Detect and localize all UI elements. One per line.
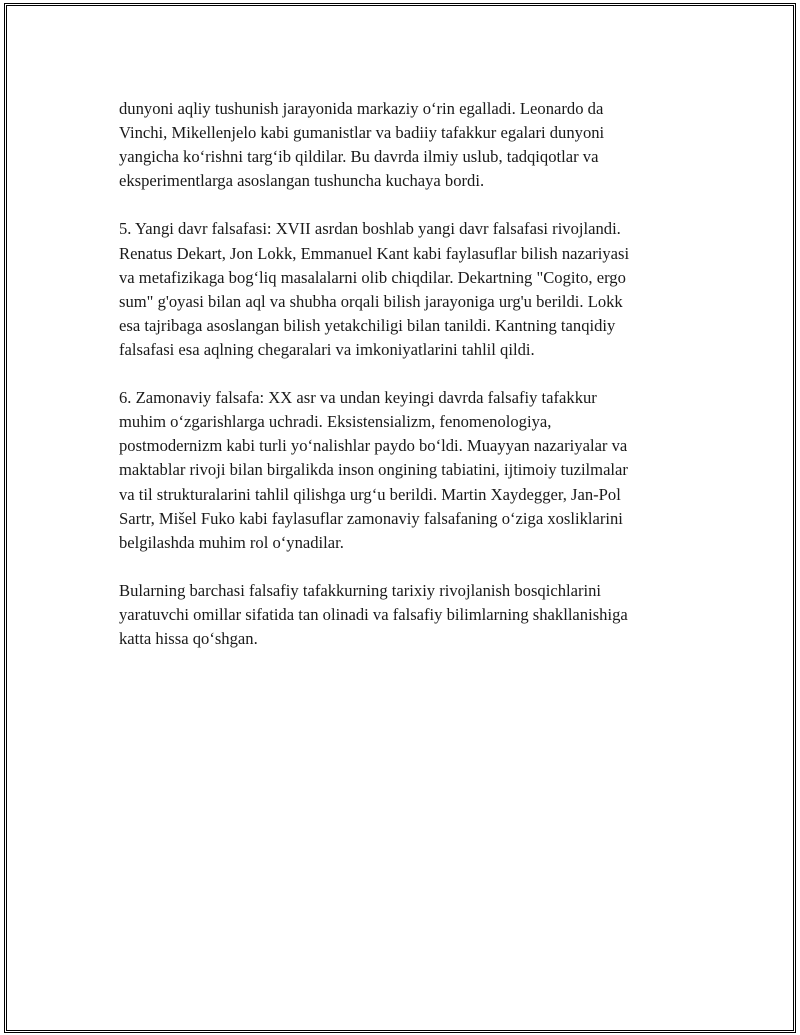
paragraph-spacer	[119, 555, 699, 579]
text-line: sum" g'oyasi bilan aql va shubha orqali bilish jarayoniga urg'u berildi. Lokk	[119, 291, 623, 311]
text-line: va til strukturalarini tahlil qilishga urg‘u berildi. Martin Xaydegger, Jan-Pol	[119, 484, 621, 504]
paragraph-modern-era-philosophy	[119, 217, 699, 362]
paragraph-conclusion	[119, 579, 699, 651]
text-line: muhim o‘zgarishlarga uchradi. Eksistensializm, fenomenologiya,	[119, 412, 552, 432]
text-line: Bularning barchasi falsafiy tafakkurning tarixiy rivojlanish bosqichlarini	[119, 580, 602, 600]
text-line: 5. Yangi davr falsafasi: XVII asrdan boshlab yangi davr falsafasi rivojlandi.	[119, 219, 621, 239]
text-line: Sartr, Mišel Fuko kabi faylasuflar zamonaviy falsafaning o‘ziga xosliklarini	[119, 508, 623, 528]
paragraph-contemporary-philosophy	[119, 386, 699, 555]
text-line: 6. Zamonaviy falsafa: XX asr va undan keyingi davrda falsafiy tafakkur	[119, 388, 597, 408]
text-line: esa tajribaga asoslangan bilish yetakchiligi bilan tanildi. Kantning tanqidiy	[119, 315, 616, 335]
text-line: yangicha ko‘rishni targ‘ib qildilar. Bu davrda ilmiy uslub, tadqiqotlar va	[119, 147, 599, 167]
text-line: postmodernizm kabi turli yo‘nalishlar paydo bo‘ldi. Muayyan nazariyalar va	[119, 436, 628, 456]
text-line: Vinchi, Mikellenjelo kabi gumanistlar va badiiy tafakkur egalari dunyoni	[119, 123, 605, 143]
paragraph-spacer	[119, 362, 699, 386]
text-line: maktablar rivoji bilan birgalikda inson ongining tabiatini, ijtimoiy tuzilmalar	[119, 460, 628, 480]
text-line: Renatus Dekart, Jon Lokk, Emmanuel Kant kabi faylasuflar bilish nazariyasi	[119, 243, 630, 263]
text-line: dunyoni aqliy tushunish jarayonida markaziy o‘rin egalladi. Leonardo da	[119, 99, 604, 118]
document-page	[4, 3, 796, 1033]
text-line: katta hissa qo‘shgan.	[119, 629, 258, 649]
text-line: va metafizikaga bog‘liq masalalarni olib chiqdilar. Dekartning "Cogito, ergo	[119, 267, 626, 287]
paragraph-spacer	[119, 193, 699, 217]
paragraph-renaissance	[119, 97, 699, 193]
text-line: falsafasi esa aqlning chegaralari va imkoniyatlarini tahlil qildi.	[119, 339, 535, 359]
text-line: eksperimentlarga asoslangan tushuncha kuchaya bordi.	[119, 171, 485, 191]
text-line: yaratuvchi omillar sifatida tan olinadi va falsafiy bilimlarning shakllanishiga	[119, 604, 628, 624]
text-line: belgilashda muhim rol o‘ynadilar.	[119, 532, 344, 552]
document-body	[119, 97, 699, 651]
